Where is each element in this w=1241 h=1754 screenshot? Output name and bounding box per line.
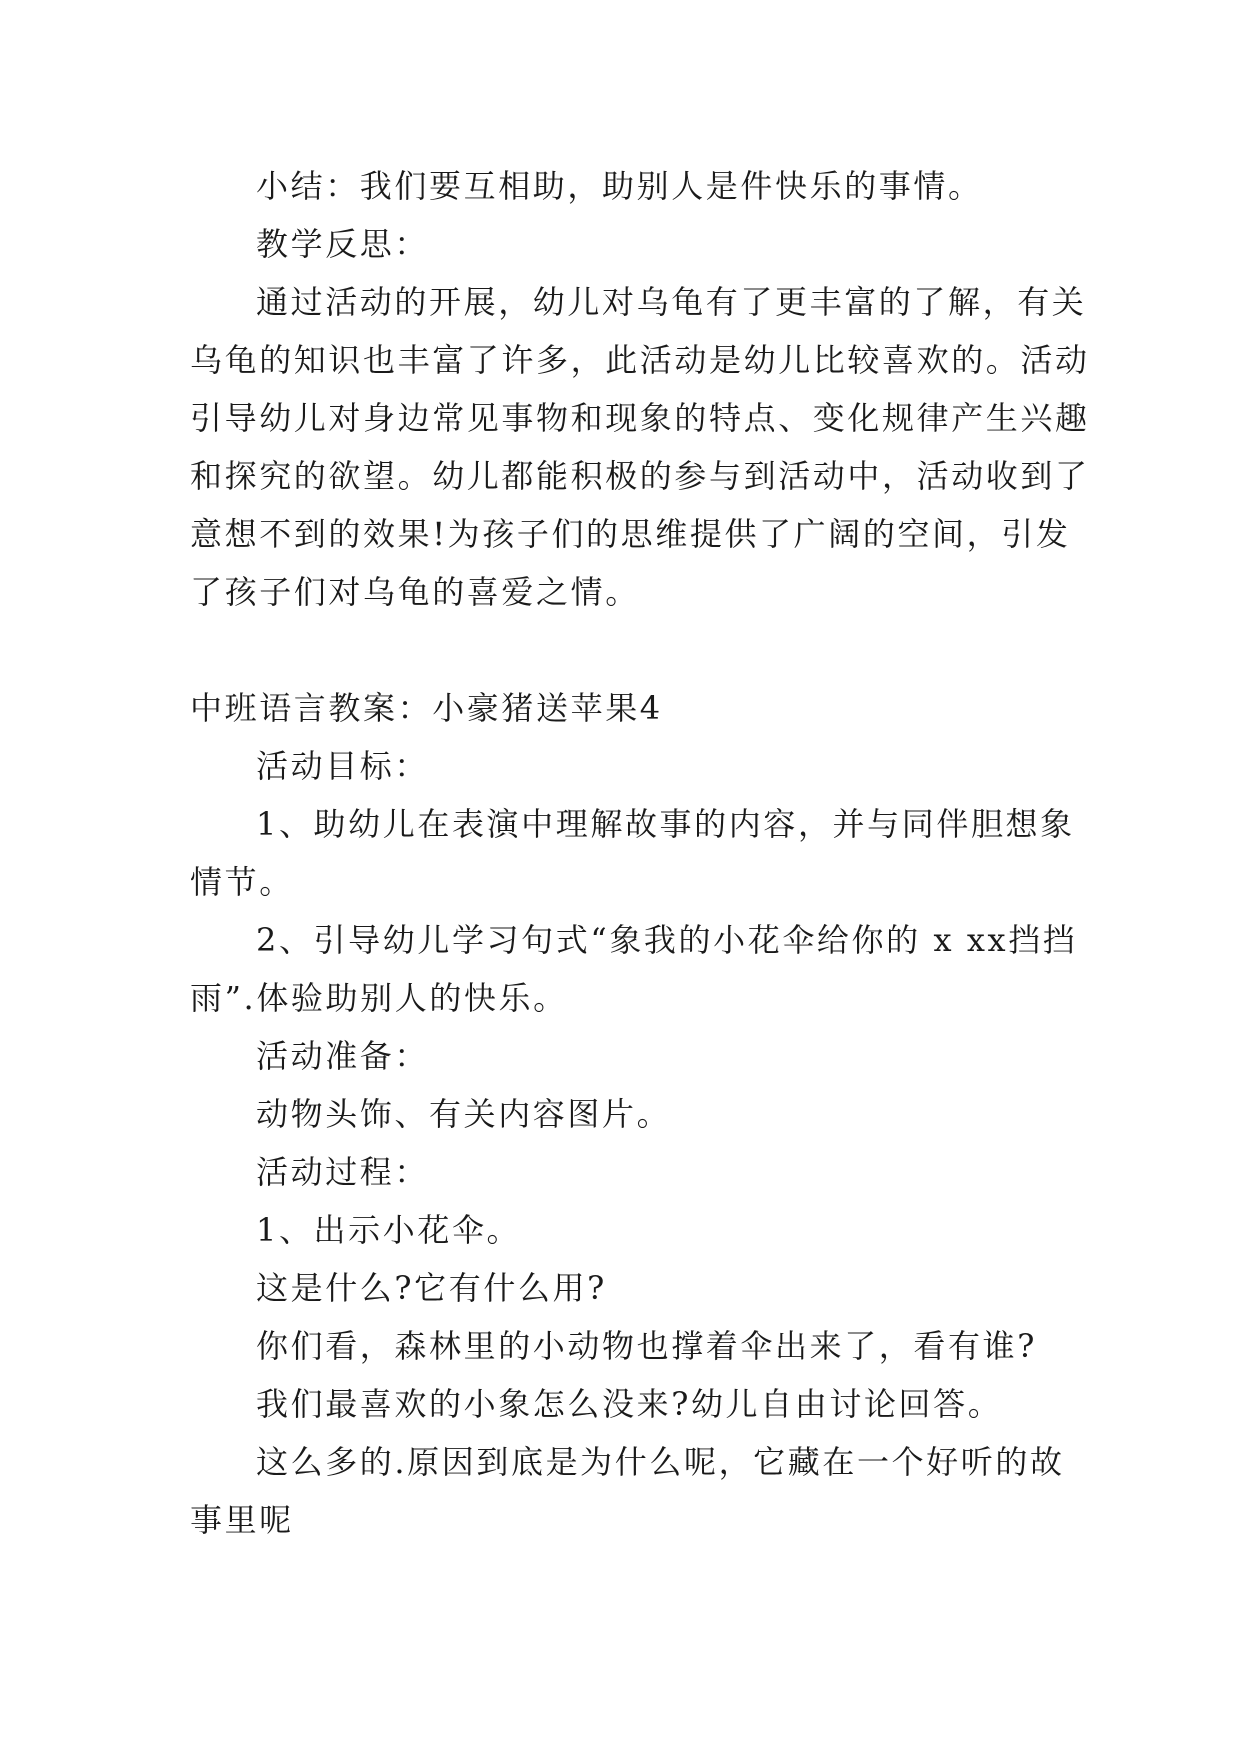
paragraph-line: 和探究的欲望。幼儿都能积极的参与到活动中，活动收到了 bbox=[190, 457, 1090, 495]
section-heading: 活动过程： bbox=[256, 1153, 430, 1191]
paragraph-line: 我们最喜欢的小象怎么没来?幼儿自由讨论回答。 bbox=[256, 1385, 1003, 1423]
lesson-title: 中班语言教案：小豪猪送苹果4 bbox=[190, 689, 663, 727]
summary-line: 小结：我们要互相助，助别人是件快乐的事情。 bbox=[256, 167, 983, 205]
paragraph-line: 动物头饰、有关内容图片。 bbox=[256, 1095, 672, 1133]
paragraph-line: 这么多的.原因到底是为什么呢，它藏在一个好听的故 bbox=[256, 1443, 1065, 1481]
paragraph-line: 情节。 bbox=[190, 863, 294, 901]
section-heading: 活动准备： bbox=[256, 1037, 430, 1075]
paragraph-line: 2、引导幼儿学习句式“象我的小花伞给你的 x xx挡挡 bbox=[256, 921, 1078, 959]
paragraph-line: 引导幼儿对身边常见事物和现象的特点、变化规律产生兴趣 bbox=[190, 399, 1090, 437]
paragraph-line: 乌龟的知识也丰富了许多，此活动是幼儿比较喜欢的。活动 bbox=[190, 341, 1090, 379]
section-heading: 活动目标： bbox=[256, 747, 430, 785]
paragraph-line: 1、助幼儿在表演中理解故事的内容，并与同伴胆想象 bbox=[256, 805, 1075, 843]
paragraph-line: 雨”.体验助别人的快乐。 bbox=[190, 979, 568, 1017]
paragraph-line: 你们看，森林里的小动物也撑着伞出来了，看有谁? bbox=[256, 1327, 1037, 1365]
paragraph-line: 了孩子们对乌龟的喜爱之情。 bbox=[190, 573, 640, 611]
paragraph-line: 这是什么?它有什么用? bbox=[256, 1269, 607, 1307]
reflection-heading: 教学反思： bbox=[256, 225, 430, 263]
paragraph-line: 1、出示小花伞。 bbox=[256, 1211, 522, 1249]
paragraph-line: 通过活动的开展，幼儿对乌龟有了更丰富的了解，有关 bbox=[256, 283, 1087, 321]
paragraph-line: 意想不到的效果!为孩子们的思维提供了广阔的空间，引发 bbox=[190, 515, 1071, 553]
paragraph-line: 事里呢 bbox=[190, 1501, 294, 1539]
